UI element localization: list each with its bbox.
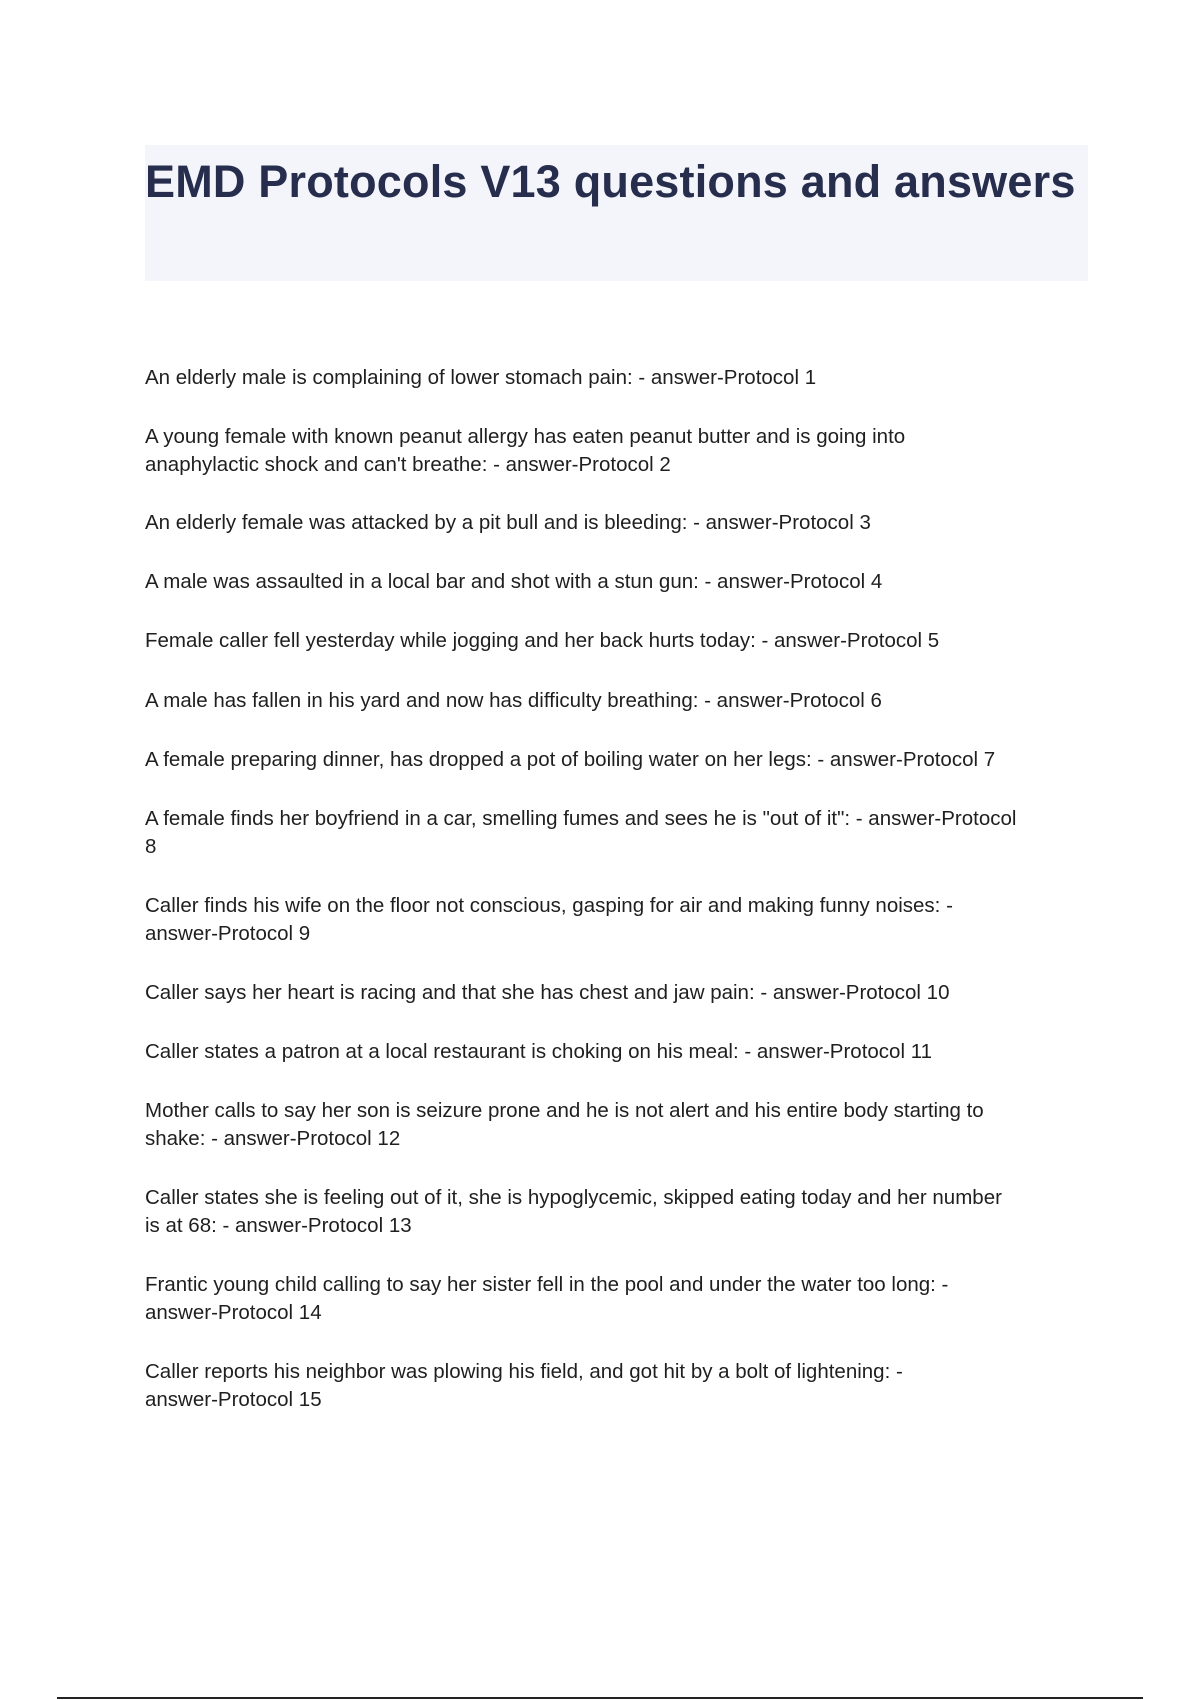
qa-item: Caller states she is feeling out of it, she is hypoglycemic, skipped eating today and her number is at 68: - answer-Protocol 13 (145, 1186, 1002, 1237)
qa-item: Caller says her heart is racing and that she has chest and jaw pain: - answer-Protocol 10 (145, 981, 950, 1004)
footer-divider (57, 1697, 1143, 1699)
qa-item: Frantic young child calling to say her sister fell in the pool and under the water too long: - answer-Protocol 14 (145, 1273, 949, 1324)
qa-item: Mother calls to say her son is seizure prone and he is not alert and his entire body starting to shake: - answer-Protocol 12 (145, 1099, 984, 1150)
qa-item: A female preparing dinner, has dropped a pot of boiling water on her legs: - answer-Protocol 7 (145, 748, 996, 771)
qa-item: A young female with known peanut allergy has eaten peanut butter and is going into anaphylactic shock and can't breathe: - answer-Protocol 2 (145, 425, 906, 476)
document-title: EMD Protocols V13 questions and answers (145, 156, 1076, 207)
title-block (145, 145, 1088, 281)
qa-item: A female finds her boyfriend in a car, smelling fumes and sees he is "out of it": - answer-Protocol 8 (145, 807, 1017, 858)
qa-list (145, 364, 1095, 1414)
qa-item: A male has fallen in his yard and now has difficulty breathing: - answer-Protocol 6 (145, 689, 882, 712)
qa-item: Caller reports his neighbor was plowing his field, and got hit by a bolt of lightening: - answer-Protocol 15 (145, 1360, 903, 1411)
qa-item: An elderly male is complaining of lower stomach pain: - answer-Protocol 1 (145, 366, 817, 389)
qa-item: Caller states a patron at a local restaurant is choking on his meal: - answer-Protocol 11 (145, 1040, 932, 1063)
qa-item: An elderly female was attacked by a pit bull and is bleeding: - answer-Protocol 3 (145, 511, 871, 534)
qa-item: Female caller fell yesterday while jogging and her back hurts today: - answer-Protocol 5 (145, 629, 940, 652)
qa-item: A male was assaulted in a local bar and shot with a stun gun: - answer-Protocol 4 (145, 570, 883, 593)
qa-item: Caller finds his wife on the floor not conscious, gasping for air and making funny noises: - answer-Protocol 9 (145, 894, 953, 945)
